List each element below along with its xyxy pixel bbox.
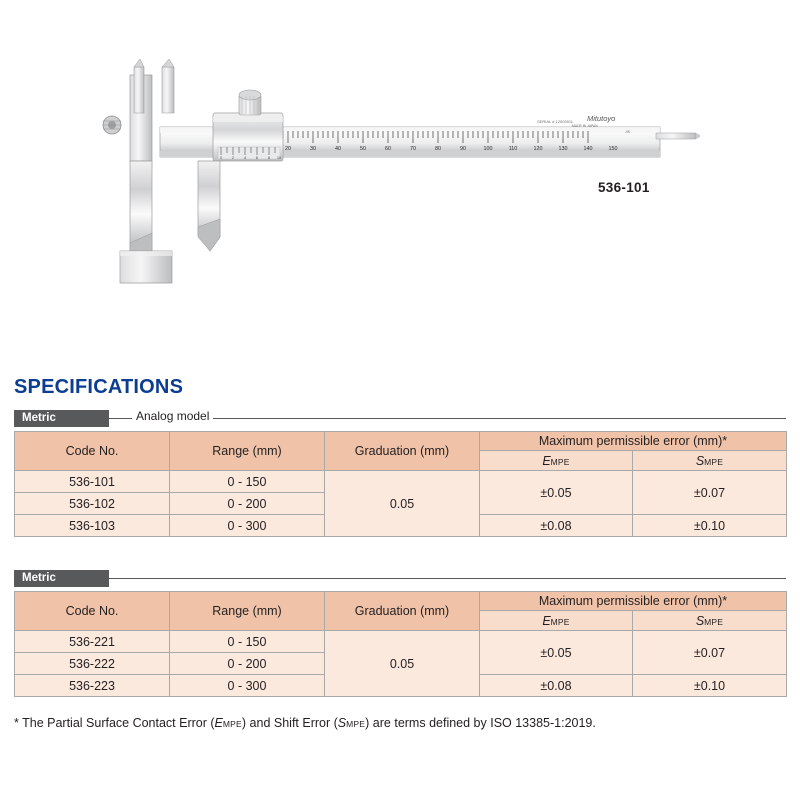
svg-text:0: 0 [220, 156, 222, 160]
cell-code: 536-103 [15, 515, 170, 537]
svg-text:6: 6 [256, 156, 258, 160]
svg-text:110: 110 [508, 146, 518, 152]
spec-section-2 [14, 570, 786, 697]
spec-table-2 [14, 591, 787, 697]
cell-error-e: ±0.08 [480, 515, 633, 537]
cell-code: 536-102 [15, 493, 170, 515]
spec-section-1 [14, 410, 786, 537]
svg-text:30: 30 [310, 146, 316, 152]
footnote-s-sub: MPE [346, 719, 366, 729]
col-graduation: Graduation (mm) [325, 592, 480, 631]
cell-error-s: ±0.07 [633, 631, 787, 675]
svg-text:140: 140 [583, 146, 593, 152]
cell-error-s: ±0.10 [633, 675, 787, 697]
metric-tag: Metric [14, 570, 109, 587]
svg-text:50: 50 [360, 146, 366, 152]
cell-error-s: ±0.07 [633, 471, 787, 515]
cell-code: 536-101 [15, 471, 170, 493]
svg-text:JIS: JIS [625, 130, 630, 134]
col-error-group: Maximum permissible error (mm)* [480, 592, 787, 611]
svg-text:40: 40 [335, 146, 341, 152]
cell-error-e: ±0.05 [480, 631, 633, 675]
footnote-pre: * The Partial Surface Contact Error ( [14, 716, 215, 730]
table-row [15, 631, 787, 653]
section-header [14, 410, 786, 427]
vernier-caliper-illustration [100, 55, 700, 290]
col-code: Code No. [15, 432, 170, 471]
svg-text:MADE IN JAPAN: MADE IN JAPAN [572, 124, 598, 128]
table-row [15, 471, 787, 493]
footnote-mid: ) and Shift Error ( [241, 716, 338, 730]
analog-model-note: Analog model [132, 409, 213, 423]
svg-text:10: 10 [277, 156, 281, 160]
svg-text:SERIAL # 12003911: SERIAL # 12003911 [537, 119, 574, 124]
table-header-row [15, 432, 787, 451]
footnote-s: S [337, 716, 347, 730]
page-title: SPECIFICATIONS [14, 376, 184, 398]
footnote [14, 716, 596, 730]
col-error-e: EMPE [480, 451, 633, 471]
col-range: Range (mm) [170, 432, 325, 471]
svg-text:20: 20 [285, 146, 291, 152]
svg-text:130: 130 [558, 146, 568, 152]
svg-text:70: 70 [410, 146, 416, 152]
footnote-e-sub: MPE [222, 719, 242, 729]
cell-range: 0 - 300 [170, 515, 325, 537]
cell-code: 536-223 [15, 675, 170, 697]
cell-range: 0 - 200 [170, 493, 325, 515]
cell-graduation: 0.05 [325, 631, 480, 697]
svg-text:Mitutoyo: Mitutoyo [587, 114, 616, 123]
svg-text:150: 150 [608, 146, 618, 152]
footnote-e: E [214, 716, 223, 730]
cell-range: 0 - 200 [170, 653, 325, 675]
svg-text:8: 8 [268, 156, 270, 160]
section-header [14, 570, 786, 587]
col-graduation: Graduation (mm) [325, 432, 480, 471]
svg-text:2: 2 [232, 156, 234, 160]
cell-range: 0 - 150 [170, 631, 325, 653]
cell-range: 0 - 150 [170, 471, 325, 493]
cell-error-e: ±0.05 [480, 471, 633, 515]
product-model-label: 536-101 [598, 180, 650, 195]
metric-tag: Metric [14, 410, 109, 427]
cell-code: 536-221 [15, 631, 170, 653]
cell-graduation: 0.05 [325, 471, 480, 537]
cell-range: 0 - 300 [170, 675, 325, 697]
cell-error-s: ±0.10 [633, 515, 787, 537]
svg-text:100: 100 [483, 146, 493, 152]
svg-text:80: 80 [435, 146, 441, 152]
svg-text:90: 90 [460, 146, 466, 152]
col-error-s: SMPE [633, 611, 787, 631]
col-error-s: SMPE [633, 451, 787, 471]
header-rule [109, 578, 786, 579]
product-image-area [0, 0, 800, 350]
spec-table-1 [14, 431, 787, 537]
cell-error-e: ±0.08 [480, 675, 633, 697]
col-code: Code No. [15, 592, 170, 631]
svg-text:60: 60 [385, 146, 391, 152]
col-error-group: Maximum permissible error (mm)* [480, 432, 787, 451]
footnote-post: ) are terms defined by ISO 13385-1:2019. [365, 716, 596, 730]
col-range: Range (mm) [170, 592, 325, 631]
table-header-row [15, 592, 787, 611]
svg-text:120: 120 [533, 146, 543, 152]
cell-code: 536-222 [15, 653, 170, 675]
svg-text:4: 4 [244, 156, 246, 160]
col-error-e: EMPE [480, 611, 633, 631]
